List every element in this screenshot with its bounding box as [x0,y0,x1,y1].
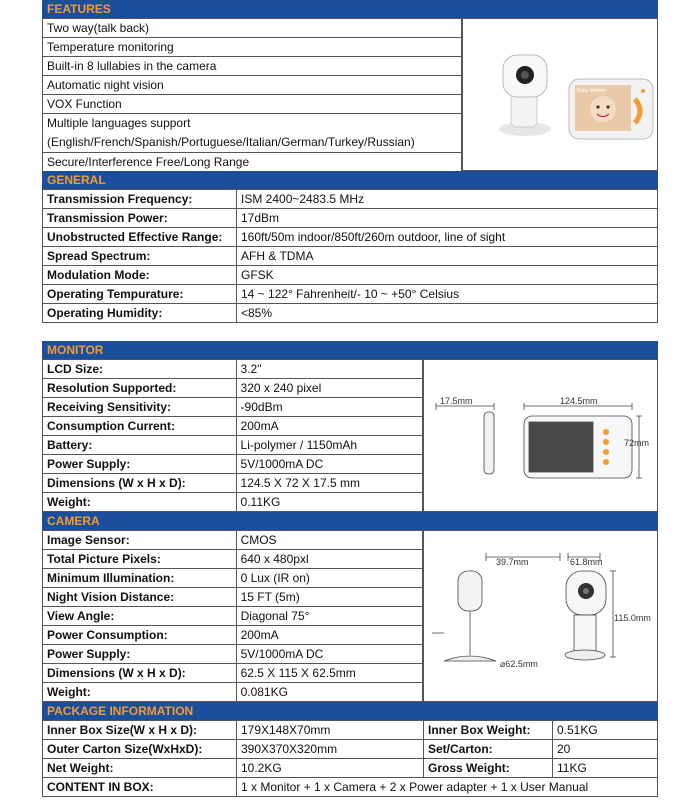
spec-label: Dimensions (W x H x D): [43,664,237,683]
content-label: CONTENT IN BOX: [43,778,237,797]
table-row [43,607,423,626]
spec-label: Outer Carton Size(WxHxD): [43,740,237,759]
spec-label: Set/Carton: [424,740,553,759]
camera-width-label: 61.8mm [570,557,603,567]
monitor-depth-label: 17.5mm [440,396,473,406]
spec-value: 62.5 X 115 X 62.5mm [236,664,422,683]
content-value: 1 x Monitor + 1 x Camera + 2 x Power adapter + 1 x User Manual [237,778,658,797]
table-row [43,626,423,645]
spec-label: Operating Tempurature: [43,285,237,304]
monitor-section [42,341,658,512]
spec-value: 160ft/50m indoor/850ft/260m outdoor, line of sight [237,228,658,247]
spec-label: View Angle: [43,607,237,626]
monitor-side-icon [484,412,494,474]
camera-table [42,530,423,702]
spec-label: Net Weight: [43,759,237,778]
monitor-width-label: 124.5mm [560,396,598,406]
feature-item: Temperature monitoring [43,38,462,57]
camera-depth-label: 39.7mm [496,557,529,567]
table-row [43,683,423,702]
table-row [43,228,658,247]
spec-value: 200mA [236,417,422,436]
table-row [43,721,658,740]
table-row [43,436,423,455]
table-row [43,379,423,398]
spec-value: CMOS [236,531,422,550]
features-heading: FEATURES [42,0,658,18]
spec-label: Operating Humidity: [43,304,237,323]
table-row [43,266,658,285]
table-row [43,360,423,379]
spec-value: 640 x 480pxl [236,550,422,569]
feature-item: VOX Function [43,95,462,114]
spec-value: 320 x 240 pixel [236,379,422,398]
spec-label: Unobstructed Effective Range: [43,228,237,247]
spec-value: Li-polymer / 1150mAh [236,436,422,455]
spec-value: 11KG [553,759,658,778]
table-row [43,778,658,797]
spec-value: 3.2" [236,360,422,379]
spec-value: 390X370X320mm [237,740,424,759]
table-row [43,531,423,550]
spec-label: LCD Size: [43,360,237,379]
camera-drawing-svg [424,531,657,701]
spec-value: 124.5 X 72 X 17.5 mm [236,474,422,493]
monitor-drawing-svg [424,360,657,511]
feature-item: (English/French/Spanish/Portuguese/Italian/German/Turkey/Russian) [47,135,415,149]
feature-item: Automatic night vision [43,76,462,95]
spec-value: 0 Lux (IR on) [236,569,422,588]
spec-label: Minimum Illumination: [43,569,237,588]
spec-value: <85% [237,304,658,323]
spec-value: 5V/1000mA DC [236,645,422,664]
spec-label: Image Sensor: [43,531,237,550]
spec-label: Battery: [43,436,237,455]
spec-label: Transmission Frequency: [43,190,237,209]
spec-value: 0.11KG [236,493,422,512]
spec-label: Power Consumption: [43,626,237,645]
table-row [43,398,423,417]
spec-label: Modulation Mode: [43,266,237,285]
feature-item-multiline [43,114,462,153]
spec-value: Diagonal 75° [236,607,422,626]
spec-value: 20 [553,740,658,759]
spec-label: Total Picture Pixels: [43,550,237,569]
spec-value: 179X148X70mm [237,721,424,740]
spec-value: 5V/1000mA DC [236,455,422,474]
spec-value: ISM 2400~2483.5 MHz [237,190,658,209]
spec-value: 14 ~ 122° Fahrenheit/- 10 ~ +50° Celsius [237,285,658,304]
table-row [43,209,658,228]
spec-value: 0.081KG [236,683,422,702]
spec-label: Consumption Current: [43,417,237,436]
spec-value: 10.2KG [237,759,424,778]
table-row [43,588,423,607]
monitor-dimension-drawing [423,359,658,512]
table-row [43,740,658,759]
table-row [43,285,658,304]
camera-dimension-drawing [423,530,658,702]
spec-value: GFSK [237,266,658,285]
spec-label: Receiving Sensitivity: [43,398,237,417]
spec-value: 0.51KG [553,721,658,740]
spec-label: Dimensions (W x H x D): [43,474,237,493]
spec-label: Weight: [43,683,237,702]
spec-value: AFH & TDMA [237,247,658,266]
spec-label: Gross Weight: [424,759,553,778]
feature-item: Multiple languages support [47,116,191,130]
monitor-table [42,359,423,512]
spec-value: 17dBm [237,209,658,228]
table-row [43,493,423,512]
spec-label: Resolution Supported: [43,379,237,398]
screen-label: Baby Monitor [577,88,607,94]
table-row [43,190,658,209]
camera-section [42,512,658,702]
product-photo [462,18,658,171]
camera-height-label: 115.0mm [614,613,651,623]
product-photo-svg [463,19,657,170]
feature-item: Two way(talk back) [43,19,462,38]
spec-label: Weight: [43,493,237,512]
table-row [43,550,423,569]
features-table [42,18,462,172]
feature-item: Built-in 8 lullabies in the camera [43,57,462,76]
table-row [43,417,423,436]
table-row [43,474,423,493]
camera-side-base-icon [444,656,496,661]
monitor-height-label: 72mm [624,438,650,448]
table-row [43,569,423,588]
general-section [42,171,658,323]
spec-label: Inner Box Weight: [424,721,553,740]
feature-item: Secure/Interference Free/Long Range [43,153,462,172]
camera-base-label: ⌀62.5mm [500,659,538,669]
spec-label: Inner Box Size(W x H x D): [43,721,237,740]
spec-value: 15 FT (5m) [236,588,422,607]
spec-label: Spread Spectrum: [43,247,237,266]
table-row [43,247,658,266]
general-table [42,189,658,323]
table-row [43,664,423,683]
monitor-heading: MONITOR [42,341,658,359]
package-table [42,720,658,797]
spec-label: Power Supply: [43,645,237,664]
spec-label: Power Supply: [43,455,237,474]
spec-label: Transmission Power: [43,209,237,228]
features-section [42,0,658,171]
camera-heading: CAMERA [42,512,658,530]
spec-value: -90dBm [236,398,422,417]
package-heading: PACKAGE INFORMATION [42,702,658,720]
package-section [42,702,658,798]
table-row [43,304,658,323]
spec-label: Night Vision Distance: [43,588,237,607]
general-heading: GENERAL [42,171,658,189]
table-row [43,645,423,664]
table-row [43,455,423,474]
spec-value: 200mA [236,626,422,645]
camera-side-head-icon [458,571,482,611]
table-row [43,759,658,778]
